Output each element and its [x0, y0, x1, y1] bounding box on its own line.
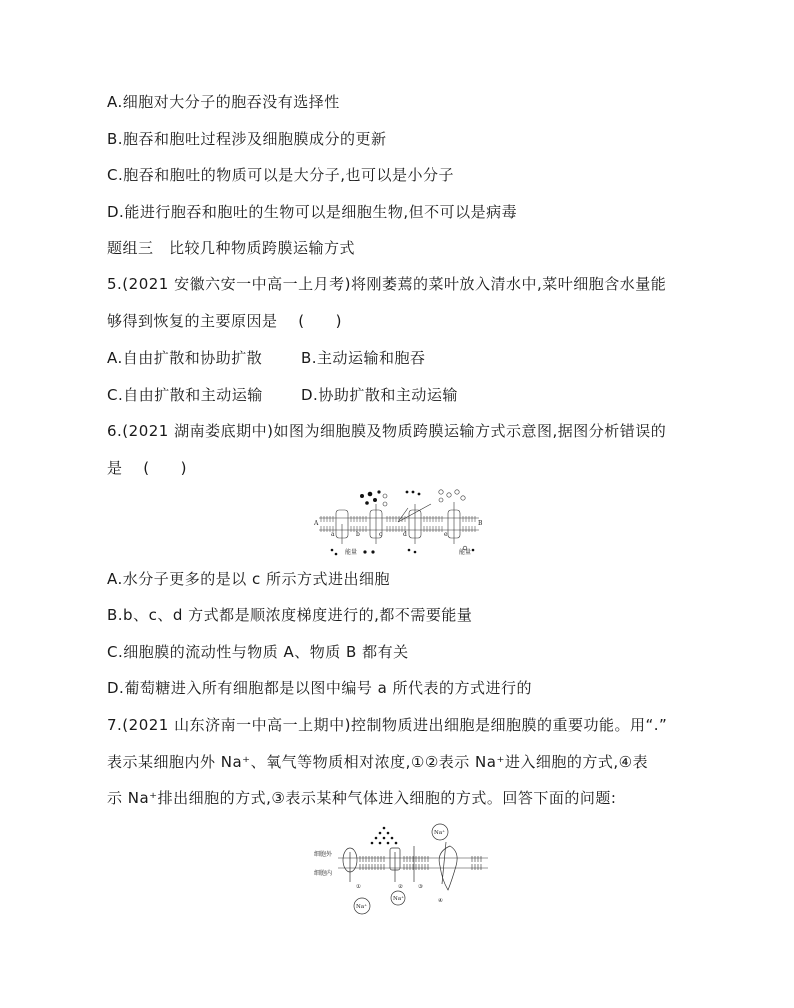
- label-circle-2: ②: [398, 884, 403, 890]
- label-d: d: [403, 531, 407, 538]
- sodium-transport-figure: [312, 822, 490, 918]
- q5-stem-line2: 够得到恢复的主要原因是 ( ): [107, 312, 342, 330]
- q4-option-b: B.胞吞和胞吐过程涉及细胞膜成分的更新: [107, 130, 387, 148]
- label-circle-3: ③: [418, 884, 423, 890]
- q6-option-c: C.细胞膜的流动性与物质 A、物质 B 都有关: [107, 643, 409, 661]
- label-c: c: [379, 531, 383, 538]
- q5-option-c: C.自由扩散和主动运输: [107, 386, 263, 404]
- q5-option-b: B.主动运输和胞吞: [301, 349, 426, 367]
- label-b: b: [356, 531, 360, 538]
- q6-option-a: A.水分子更多的是以 c 所示方式进出细胞: [107, 570, 391, 588]
- label-outside: 细胞外: [314, 851, 333, 858]
- label-circle-4: ④: [438, 898, 443, 904]
- label-e: e: [444, 531, 448, 538]
- q4-option-c: C.胞吞和胞吐的物质可以是大分子,也可以是小分子: [107, 166, 455, 184]
- solute-molecules: [331, 490, 475, 555]
- q6-option-b: B.b、c、d 方式都是顺浓度梯度进行的,都不需要能量: [107, 606, 473, 624]
- q7-stem-line1: 7.(2021 山东济南一中高一上期中)控制物质进出细胞是细胞膜的重要功能。用“.”: [107, 716, 668, 734]
- label-inside: 细胞内: [314, 870, 333, 877]
- label-A: A: [314, 520, 319, 527]
- q5-option-d: D.协助扩散和主动运输: [301, 386, 458, 404]
- label-a: a: [331, 531, 335, 538]
- label-energy-1: 能量: [345, 549, 358, 556]
- membrane-transport-figure: [313, 488, 485, 560]
- label-na-top: Na⁺: [434, 830, 445, 836]
- q6-stem-line2: 是 ( ): [107, 459, 187, 477]
- q6-stem-line1: 6.(2021 湖南娄底期中)如图为细胞膜及物质跨膜运输方式示意图,据图分析错误的: [107, 422, 667, 440]
- label-energy-2: 能量: [459, 549, 472, 556]
- q7-stem-line3: 示 Na⁺排出细胞的方式,③表示某种气体进入细胞的方式。回答下面的问题:: [107, 789, 617, 807]
- gas-molecules: [371, 827, 398, 845]
- label-na-1: Na⁺: [356, 904, 367, 910]
- q6-option-d: D.葡萄糖进入所有细胞都是以图中编号 a 所代表的方式进行的: [107, 679, 533, 697]
- label-B: B: [478, 520, 483, 527]
- phospholipid-bilayer: [319, 516, 479, 532]
- q5-stem-line1: 5.(2021 安徽六安一中高一上月考)将刚萎蔫的菜叶放入清水中,菜叶细胞含水量能: [107, 275, 667, 293]
- group-heading: 题组三 比较几种物质跨膜运输方式: [107, 239, 356, 257]
- q4-option-a: A.细胞对大分子的胞吞没有选择性: [107, 93, 340, 111]
- q4-option-d: D.能进行胞吞和胞吐的生物可以是细胞生物,但不可以是病毒: [107, 203, 518, 221]
- membrane-bilayer: [338, 856, 488, 870]
- q7-stem-line2: 表示某细胞内外 Na⁺、氧气等物质相对浓度,①②表示 Na⁺进入细胞的方式,④表: [107, 753, 649, 771]
- label-na-2: Na⁺: [393, 896, 404, 902]
- label-circle-1: ①: [356, 884, 361, 890]
- q5-option-a: A.自由扩散和协助扩散: [107, 349, 263, 367]
